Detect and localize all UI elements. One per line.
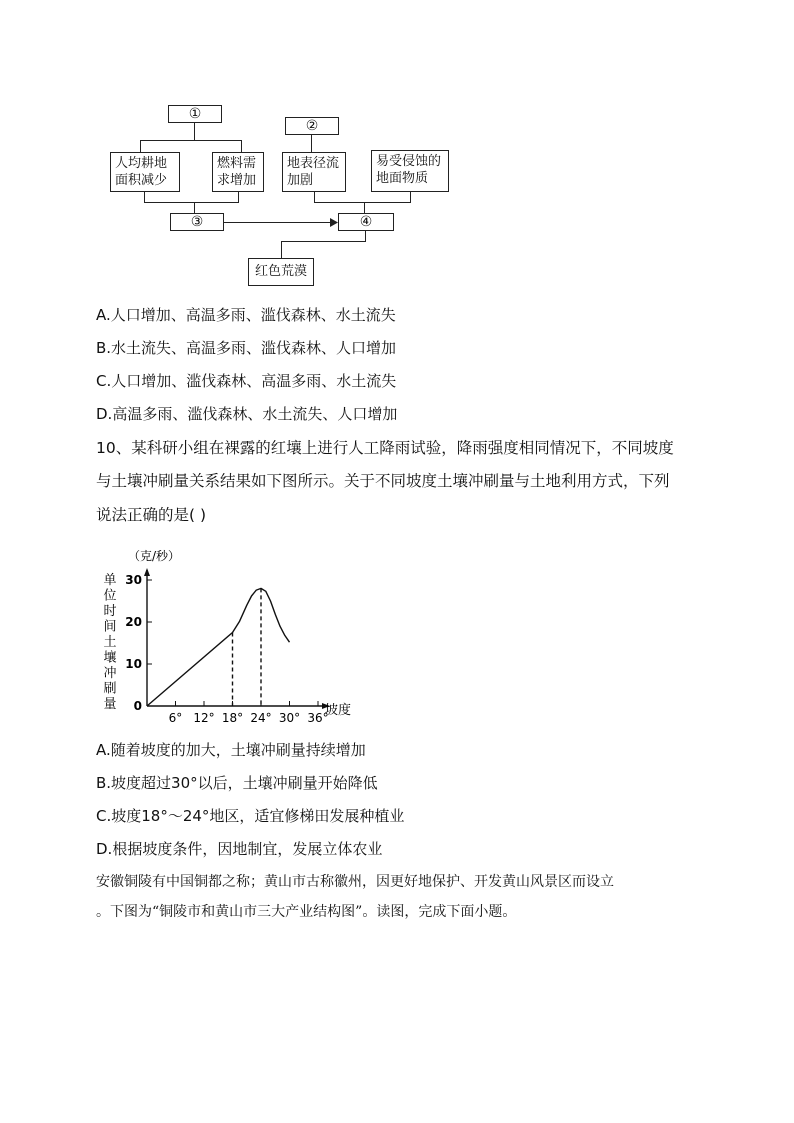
intro-text-line2: 。下图为“铜陵市和黄山市三大产业结构图”。读图，完成下面小题。 [96, 904, 517, 920]
node-text: 求增加 [217, 173, 257, 188]
connector [194, 123, 195, 141]
node-text: 人均耕地 [115, 156, 168, 171]
y-axis-label-char: 刷 [103, 681, 117, 697]
y-axis-label-char: 土 [103, 635, 117, 650]
y-tick-label: 0 [133, 699, 142, 713]
x-tick-label: 36° [307, 711, 329, 725]
connector [140, 140, 141, 152]
q9-option-d: D.高温多雨、滥伐森林、水土流失、人口增加 [96, 405, 398, 423]
x-tick-label: 12° [193, 711, 215, 725]
erosion-curve [147, 588, 290, 706]
y-axis-label-char: 量 [103, 697, 117, 712]
connector [144, 192, 145, 202]
connector [311, 135, 312, 152]
connector [314, 202, 411, 203]
q10-option-b: B.坡度超过30°以后，土壤冲刷量开始降低 [96, 774, 378, 792]
erosion-chart [96, 540, 376, 730]
y-tick-label: 10 [125, 657, 142, 671]
connector [194, 202, 195, 213]
q10-stem-line2: 与土壤冲刷量关系结果如下图所示。关于不同坡度土壤冲刷量与土地利用方式，下列 [96, 472, 670, 490]
intro-text-line1: 安徽铜陵有中国铜都之称；黄山市古称徽州，因更好地保护、开发黄山风景区而设立 [96, 874, 614, 890]
node-text: 加剧 [287, 173, 314, 188]
q9-option-a: A.人口增加、高温多雨、滥伐森林、水土流失 [96, 306, 396, 324]
y-axis-label-char: 冲 [103, 666, 117, 681]
node-4: ④ [338, 213, 394, 231]
node-erodible [371, 150, 449, 192]
q9-option-b: B.水土流失、高温多雨、滥伐森林、人口增加 [96, 339, 397, 357]
node-1: ① [168, 105, 222, 123]
y-tick-label: 20 [125, 615, 142, 629]
node-text: 地面物质 [376, 171, 429, 186]
node-2: ② [285, 117, 339, 135]
connector [314, 192, 315, 202]
q10-stem-line1: 10、某科研小组在裸露的红壤上进行人工降雨试验，降雨强度相同情况下，不同坡度 [96, 439, 674, 457]
connector [281, 241, 282, 258]
y-axis-label-char: 壤 [103, 650, 117, 666]
node-fuel [212, 152, 264, 192]
q9-option-c: C.人口增加、滥伐森林、高温多雨、水土流失 [96, 372, 397, 390]
node-text: 面积减少 [115, 173, 168, 188]
connector [140, 140, 242, 141]
y-axis-label-char: 单 [103, 573, 117, 588]
connector [281, 241, 366, 242]
node-text: 易受侵蚀的 [376, 154, 442, 169]
q10-option-a: A.随着坡度的加大，土壤冲刷量持续增加 [96, 741, 366, 759]
y-axis-arrow-icon [144, 568, 150, 576]
x-tick-label: 24° [250, 711, 272, 725]
y-axis-label-char: 位 [103, 588, 117, 604]
q10-option-d: D.根据坡度条件，因地制宜，发展立体农业 [96, 840, 383, 858]
y-tick-label: 30 [125, 573, 142, 587]
x-tick-label: 6° [168, 711, 183, 725]
connector [144, 202, 239, 203]
node-text: 地表径流 [287, 156, 340, 171]
connector [224, 222, 332, 223]
arrowhead-icon [330, 218, 338, 227]
node-text: 燃料需 [217, 156, 257, 171]
q10-stem-line3: 说法正确的是( ) [96, 506, 207, 524]
y-axis-label-char: 间 [103, 619, 117, 635]
node-3: ③ [170, 213, 224, 231]
chart-unit-label: （克/秒） [128, 549, 181, 563]
y-axis-label-char: 时 [103, 604, 117, 619]
node-result: 红色荒漠 [248, 258, 314, 286]
connector [241, 140, 242, 152]
node-runoff [282, 152, 346, 192]
node-population [110, 152, 180, 192]
connector [410, 192, 411, 202]
q10-option-c: C.坡度18°～24°地区，适宜修梯田发展种植业 [96, 807, 405, 825]
connector [238, 192, 239, 202]
connector [364, 202, 365, 213]
x-axis-label: 坡度 [325, 703, 352, 718]
x-tick-label: 30° [278, 711, 301, 725]
x-tick-label: 18° [221, 711, 244, 725]
